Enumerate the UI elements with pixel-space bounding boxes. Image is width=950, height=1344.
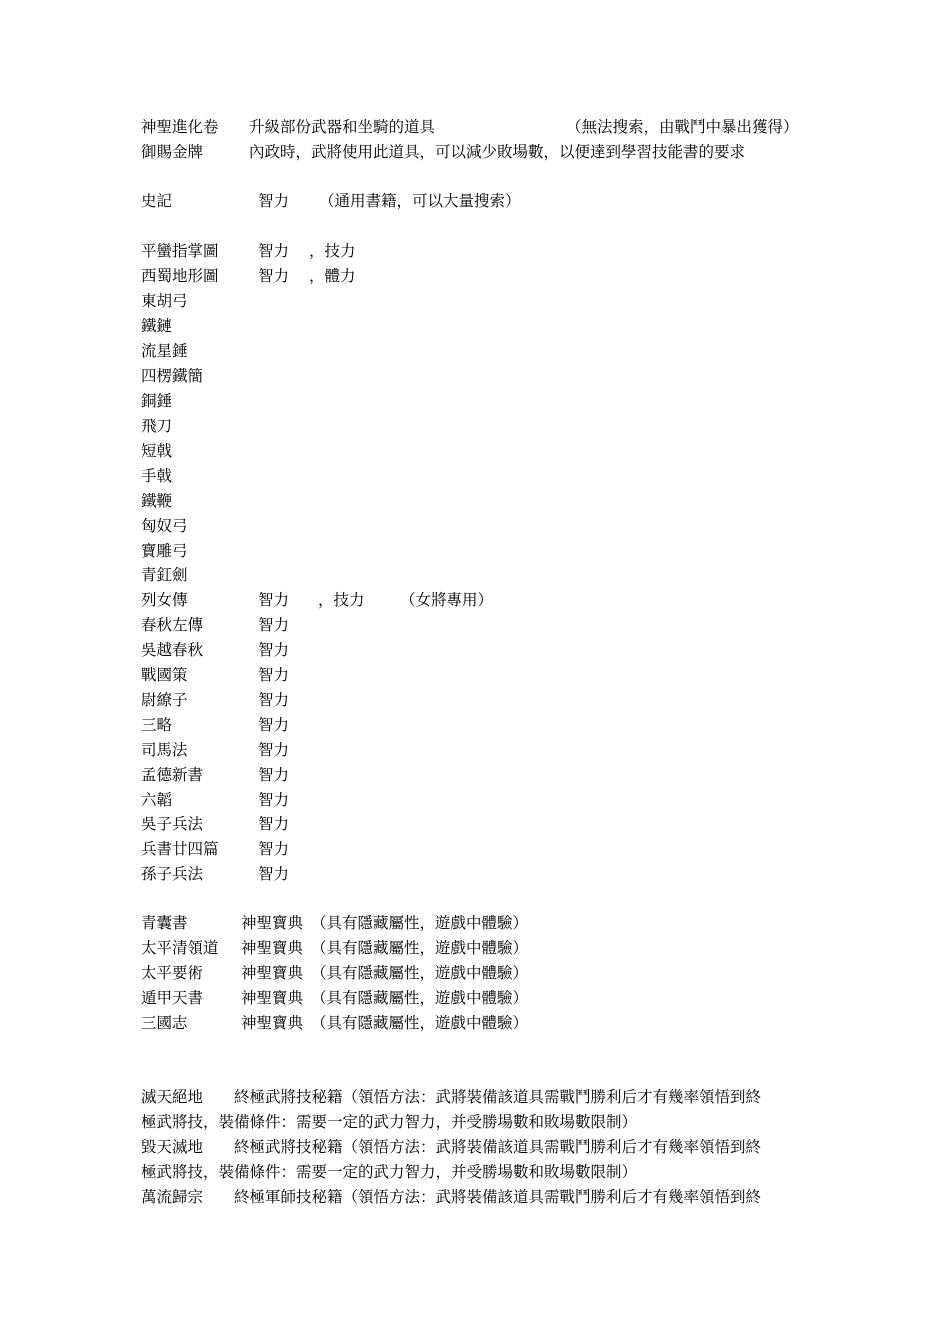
item-name: 神聖進化卷 bbox=[141, 118, 219, 136]
ultimate-line-1: 毀天滅地 終極武將技秘籍（領悟方法：武將裝備該道具需戰鬥勝利后才有幾率領悟到終 bbox=[141, 1138, 762, 1156]
item-note: （無法搜索，由戰鬥中暴出獲得） bbox=[566, 118, 799, 136]
item-stat: 智力 bbox=[258, 716, 290, 734]
item-name: 戰國策 bbox=[141, 666, 188, 684]
item-type: 神聖寶典 bbox=[241, 964, 304, 982]
item-name: 遁甲天書 bbox=[141, 989, 204, 1007]
item-stat: 智力 bbox=[258, 267, 290, 285]
item-note: （具有隱藏屬性，遊戲中體驗） bbox=[311, 1014, 529, 1032]
item-note: （具有隱藏屬性，遊戲中體驗） bbox=[311, 964, 529, 982]
item-name: 西蜀地形圖 bbox=[141, 267, 219, 285]
item-name: 東胡弓 bbox=[141, 292, 188, 310]
item-name: 孟德新書 bbox=[141, 766, 204, 784]
item-name: 春秋左傳 bbox=[141, 616, 204, 634]
item-name: 兵書廿四篇 bbox=[141, 840, 219, 858]
item-stat: 智力 bbox=[258, 666, 290, 684]
item-name: 孫子兵法 bbox=[141, 865, 204, 883]
item-note: （通用書籍，可以大量搜索） bbox=[319, 192, 521, 210]
item-name: 匈奴弓 bbox=[141, 517, 188, 535]
item-stat: 智力 bbox=[258, 741, 290, 759]
ultimate-line-1: 滅天絕地 終極武將技秘籍（領悟方法：武將裝備該道具需戰鬥勝利后才有幾率領悟到終 bbox=[141, 1088, 762, 1106]
item-stat: 智力 bbox=[258, 641, 290, 659]
item-name: 史記 bbox=[141, 192, 173, 210]
item-stat: 智力 bbox=[258, 691, 290, 709]
item-name: 短戟 bbox=[141, 442, 173, 460]
item-name: 三國志 bbox=[141, 1014, 188, 1032]
item-name: 太平清領道 bbox=[141, 939, 219, 957]
item-extra: ，技力 bbox=[318, 591, 365, 609]
item-name: 飛刀 bbox=[141, 417, 173, 435]
item-type: 神聖寶典 bbox=[241, 1014, 304, 1032]
item-note: （具有隱藏屬性，遊戲中體驗） bbox=[311, 914, 529, 932]
item-stat: 智力 bbox=[258, 591, 290, 609]
item-name: 鐵鞭 bbox=[141, 492, 173, 510]
item-name: 四楞鐵簡 bbox=[141, 367, 204, 385]
item-stat: 智力 bbox=[258, 840, 290, 858]
ultimate-paragraph bbox=[141, 1135, 813, 1185]
ultimate-paragraph bbox=[141, 1085, 813, 1135]
item-name: 御賜金牌 bbox=[141, 143, 204, 161]
item-desc: 升級部份武器和坐騎的道具 bbox=[249, 118, 436, 136]
item-note: （具有隱藏屬性，遊戲中體驗） bbox=[311, 989, 529, 1007]
item-type: 神聖寶典 bbox=[241, 989, 304, 1007]
item-name: 手戟 bbox=[141, 467, 173, 485]
item-name: 青囊書 bbox=[141, 914, 188, 932]
item-stat: 智力 bbox=[258, 242, 290, 260]
item-name: 平蠻指掌圖 bbox=[141, 242, 219, 260]
ultimate-line-1: 萬流歸宗 終極軍師技秘籍（領悟方法：武將裝備該道具需戰鬥勝利后才有幾率領悟到終 bbox=[141, 1188, 762, 1206]
ultimate-line-2: 極武將技，裝備條件：需要一定的武力智力，并受勝場數和敗場數限制） bbox=[141, 1113, 638, 1131]
item-note: （具有隱藏屬性，遊戲中體驗） bbox=[311, 939, 529, 957]
item-name: 太平要術 bbox=[141, 964, 204, 982]
item-name: 尉繚子 bbox=[141, 691, 188, 709]
ultimate-line-2: 極武將技，裝備條件：需要一定的武力智力，并受勝場數和敗場數限制） bbox=[141, 1163, 638, 1181]
item-type: 神聖寶典 bbox=[241, 939, 304, 957]
item-name: 銅錘 bbox=[141, 392, 173, 410]
item-name: 吳子兵法 bbox=[141, 815, 204, 833]
item-stat: 智力 bbox=[258, 192, 290, 210]
item-stat: 智力 bbox=[258, 865, 290, 883]
item-name: 司馬法 bbox=[141, 741, 188, 759]
item-name: 列女傳 bbox=[141, 591, 188, 609]
item-name: 吳越春秋 bbox=[141, 641, 204, 659]
item-stat: 智力 bbox=[258, 766, 290, 784]
item-name: 寶雕弓 bbox=[141, 542, 188, 560]
item-stat: 智力 bbox=[258, 815, 290, 833]
ultimate-paragraph bbox=[141, 1185, 813, 1210]
item-desc: 內政時，武將使用此道具，可以減少敗場數，以便達到學習技能書的要求 bbox=[249, 143, 746, 161]
item-name: 六韜 bbox=[141, 791, 173, 809]
item-extra: ，技力 bbox=[309, 242, 356, 260]
item-name: 青釭劍 bbox=[141, 566, 188, 584]
item-type: 神聖寶典 bbox=[241, 914, 304, 932]
item-stat: 智力 bbox=[258, 791, 290, 809]
item-name: 鐵鏈 bbox=[141, 317, 173, 335]
item-note: （女將專用） bbox=[400, 591, 494, 609]
item-extra: ，體力 bbox=[309, 267, 356, 285]
item-name: 流星錘 bbox=[141, 342, 188, 360]
item-stat: 智力 bbox=[258, 616, 290, 634]
item-name: 三略 bbox=[141, 716, 173, 734]
